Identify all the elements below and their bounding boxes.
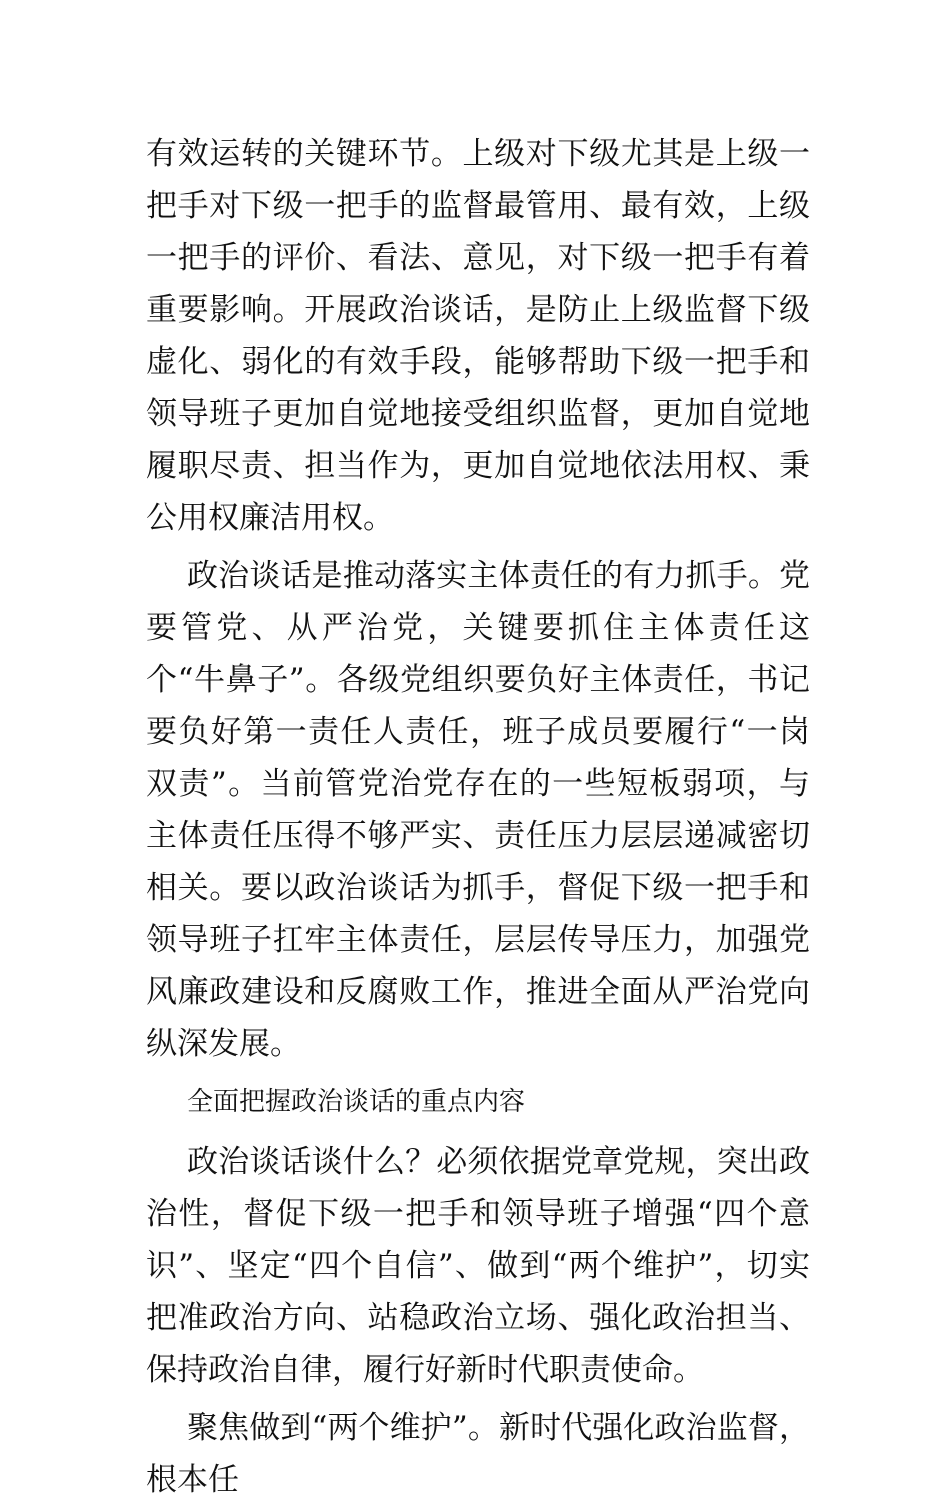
paragraph-main-responsibility: 政治谈话是推动落实主体责任的有力抓手。党要管党、从严治党，关键要抓住主体责任这个“牛鼻子”。各级党组织要负好主体责任，书记要负好第一责任人责任，班子成员要履行“一岗双责”。当前管党治党存在的一些短板弱项，与主体责任压得不够严实、责任压力层层递减密切相关。要以政治谈话为抓手，督促下级一把手和领导班子扛牢主体责任，层层传导压力，加强党风廉政建设和反腐败工作，推进全面从严治党向纵深发展。 bbox=[146, 558, 810, 1062]
paragraph-continuation: 有效运转的关键环节。上级对下级尤其是上级一把手对下级一把手的监督最管用、最有效，上级一把手的评价、看法、意见，对下级一把手有着重要影响。开展政治谈话，是防止上级监督下级虚化、弱化的有效手段，能够帮助下级一把手和领导班子更加自觉地接受组织监督，更加自觉地履职尽责、担当作为，更加自觉地依法用权、秉公用权廉洁用权。 bbox=[146, 136, 810, 536]
paragraph-talk-content: 政治谈话谈什么？必须依据党章党规，突出政治性，督促下级一把手和领导班子增强“四个意识”、坚定“四个自信”、做到“两个维护”，切实把准政治方向、站稳政治立场、强化政治担当、保持政治自律，履行好新时代职责使命。 bbox=[146, 1144, 810, 1388]
paragraph-two-safeguards: 聚焦做到“两个维护”。新时代强化政治监督，根本任 bbox=[146, 1410, 810, 1498]
section-heading: 全面把握政治谈话的重点内容 bbox=[187, 1087, 526, 1117]
document-body bbox=[146, 128, 810, 1512]
